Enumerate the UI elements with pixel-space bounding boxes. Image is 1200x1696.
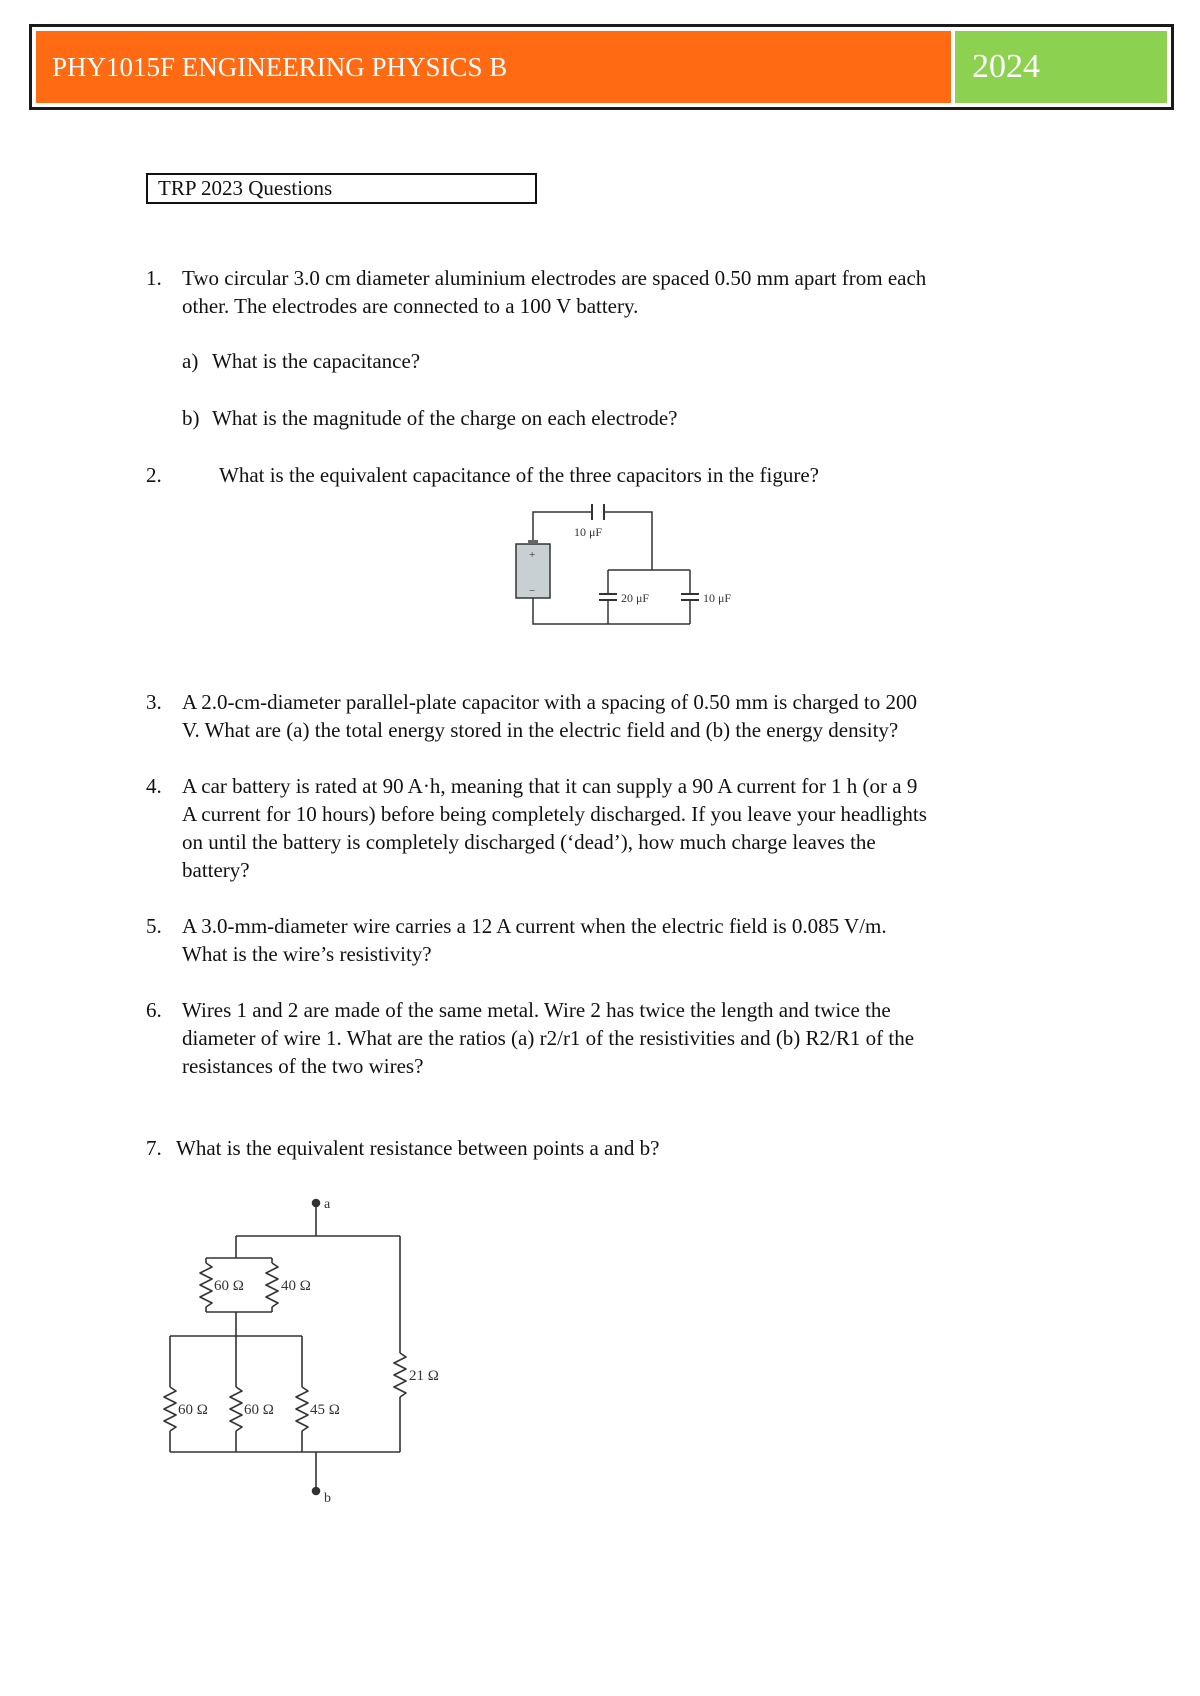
battery-plus: + <box>529 549 536 561</box>
q1-line2: other. The electrodes are connected to a 100 V battery. <box>182 294 639 318</box>
q4-line1: A car battery is rated at 90 A·h, meaning that it can supply a 90 A current for 1 h (or a 9 <box>182 774 918 798</box>
point-b-label: b <box>324 1491 331 1506</box>
q1-b-marker: b) <box>182 406 200 430</box>
q5-line1: A 3.0-mm-diameter wire carries a 12 A current when the electric field is 0.085 V/m. <box>182 914 887 938</box>
header-year: 2024 <box>955 31 1167 103</box>
q6-number: 6. <box>146 998 162 1022</box>
point-a-label: a <box>324 1197 331 1212</box>
battery-minus: − <box>529 585 536 597</box>
capacitor-right-label: 10 μF <box>703 591 732 605</box>
resistor-21-label: 21 Ω <box>409 1368 439 1384</box>
battery-terminal <box>528 540 538 544</box>
page-header <box>29 24 1174 110</box>
q3-line1: A 2.0-cm-diameter parallel-plate capacitor with a spacing of 0.50 mm is charged to 200 <box>182 690 917 714</box>
q3-number: 3. <box>146 690 162 714</box>
q6-line3: resistances of the two wires? <box>182 1054 424 1078</box>
resistor-45 <box>296 1387 308 1431</box>
wire-top-right <box>604 512 652 570</box>
terminal-b <box>313 1488 320 1495</box>
q5-line2: What is the wire’s resistivity? <box>182 942 432 966</box>
course-title: PHY1015F ENGINEERING PHYSICS B <box>36 31 951 103</box>
q4-line2: A current for 10 hours) before being completely discharged. If you leave your headlights <box>182 802 927 826</box>
capacitor-circuit-figure <box>500 500 760 632</box>
resistor-60-bottom-1 <box>164 1387 176 1431</box>
resistor-circuit-figure <box>150 1185 470 1515</box>
q4-line3: on until the battery is completely discharged (‘dead’), how much charge leaves the <box>182 830 876 854</box>
resistor-60-top-label: 60 Ω <box>214 1278 244 1294</box>
q6-line2: diameter of wire 1. What are the ratios (a) r2/r1 of the resistivities and (b) R2/R1 of the <box>182 1026 915 1050</box>
q4-number: 4. <box>146 774 162 798</box>
resistor-45-label: 45 Ω <box>310 1402 340 1418</box>
capacitor-top-label: 10 μF <box>574 525 603 539</box>
q3-line2: V. What are (a) the total energy stored in the electric field and (b) the energy density? <box>182 718 899 742</box>
q2-text: What is the equivalent capacitance of the three capacitors in the figure? <box>219 463 819 487</box>
q7-number: 7. <box>146 1136 162 1160</box>
resistor-60-top <box>200 1263 212 1307</box>
q7-text: What is the equivalent resistance between points a and b? <box>176 1136 660 1160</box>
capacitor-mid-label: 20 μF <box>621 591 650 605</box>
wire-bottom <box>533 598 690 624</box>
q2-number: 2. <box>146 463 162 487</box>
q1-a-marker: a) <box>182 349 199 373</box>
q1-line1: Two circular 3.0 cm diameter aluminium electrodes are spaced 0.50 mm apart from each <box>182 266 927 290</box>
resistor-40 <box>266 1263 278 1307</box>
resistor-60-bottom-2 <box>230 1387 242 1431</box>
resistor-60-bottom-2-label: 60 Ω <box>244 1402 274 1418</box>
q1-a-text: What is the capacitance? <box>212 349 421 373</box>
q1-number: 1. <box>146 266 162 290</box>
q4-line4: battery? <box>182 858 250 882</box>
resistor-40-label: 40 Ω <box>281 1278 311 1294</box>
resistor-21 <box>394 1353 406 1397</box>
q1-b-text: What is the magnitude of the charge on each electrode? <box>212 406 678 430</box>
resistor-60-bottom-1-label: 60 Ω <box>178 1402 208 1418</box>
q5-number: 5. <box>146 914 162 938</box>
section-label: TRP 2023 Questions <box>146 173 537 204</box>
q6-line1: Wires 1 and 2 are made of the same metal. Wire 2 has twice the length and twice the <box>182 998 891 1022</box>
